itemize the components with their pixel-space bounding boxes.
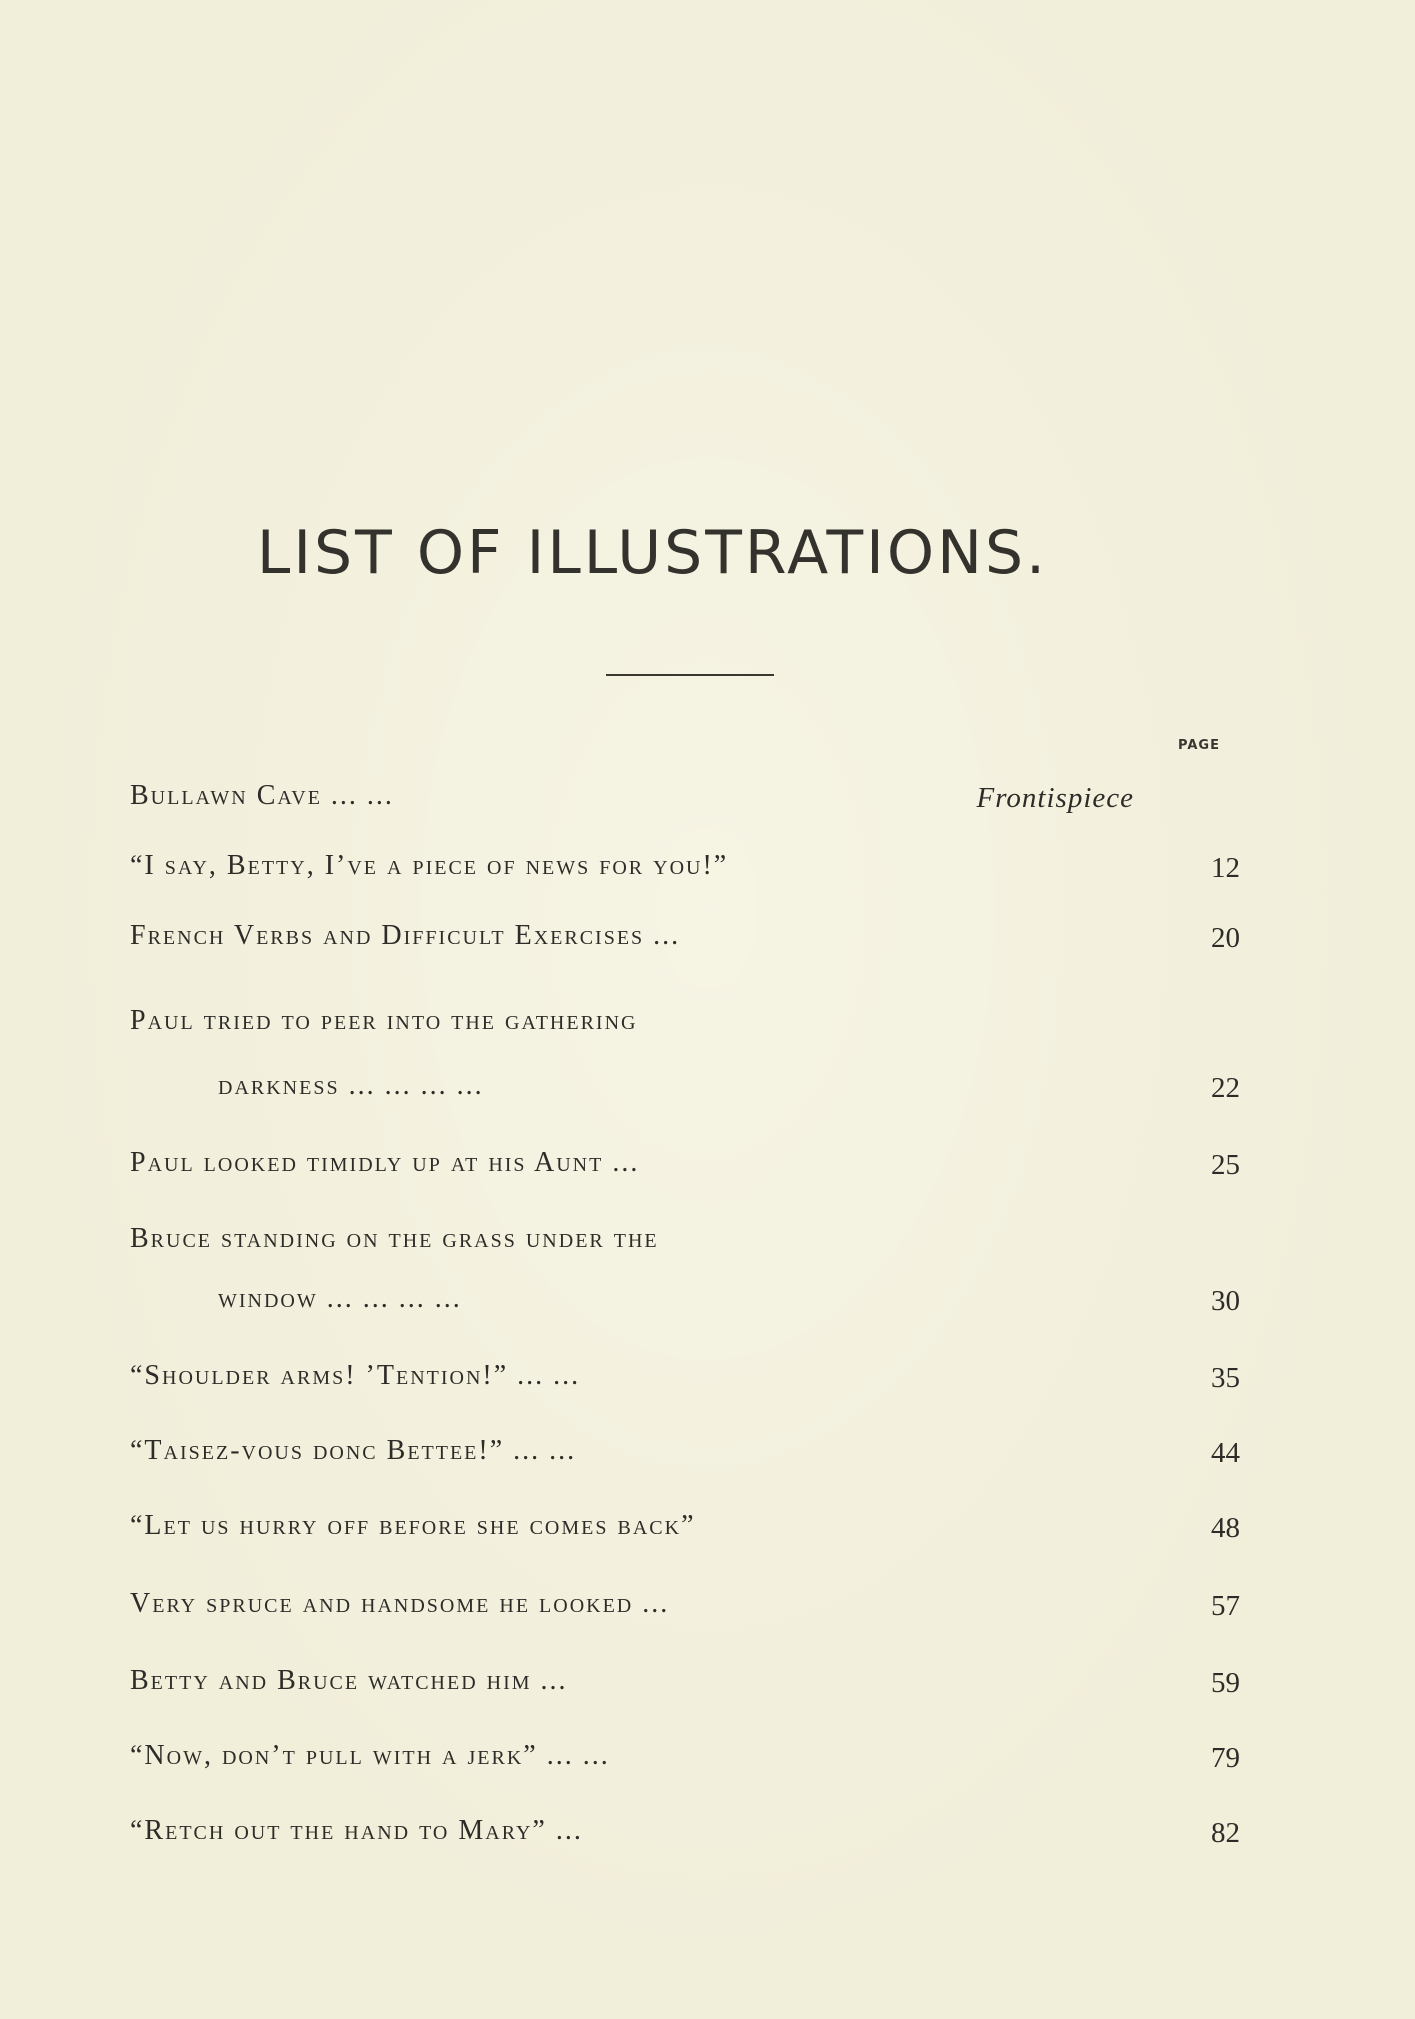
entry-page: 48 [1211, 1512, 1240, 1544]
illustration-entry [130, 1510, 1240, 1570]
illustration-entry [130, 850, 1240, 910]
entry-page: 59 [1211, 1667, 1240, 1699]
entry-title: Bullawn Cave ... ... [130, 780, 394, 811]
illustration-entry [130, 1665, 1240, 1725]
illustration-entry [130, 1223, 1240, 1283]
entry-page: 25 [1211, 1149, 1240, 1181]
illustration-entry-continuation [130, 1070, 1240, 1130]
entry-title: Very spruce and handsome he looked ... [130, 1588, 670, 1619]
entry-page: 22 [1211, 1072, 1240, 1104]
entry-page: Frontispiece [976, 782, 1134, 814]
illustration-entry [130, 780, 1240, 840]
entry-title: Bruce standing on the grass under the [130, 1223, 659, 1254]
illustration-entry [130, 1588, 1240, 1648]
entry-title: Paul looked timidly up at his Aunt ... [130, 1147, 640, 1178]
entry-page: 44 [1211, 1437, 1240, 1469]
illustration-entry [130, 1360, 1240, 1420]
entry-title: window ... ... ... ... [218, 1283, 462, 1314]
illustration-entry [130, 1435, 1240, 1495]
page-title: LIST OF ILLUSTRATIONS. [256, 518, 1049, 588]
entry-page: 20 [1211, 922, 1240, 954]
entry-title: “I say, Betty, I’ve a piece of news for you!” [130, 850, 729, 881]
illustration-entry [130, 1815, 1240, 1875]
entry-title: Paul tried to peer into the gathering [130, 1005, 638, 1036]
entry-title: “Shoulder arms! ’Tention!” ... ... [130, 1360, 581, 1391]
entry-title: French Verbs and Difficult Exercises ... [130, 920, 681, 951]
title-divider [606, 674, 774, 676]
illustration-entry [130, 1147, 1240, 1207]
page-column-label: PAGE [1178, 738, 1220, 753]
entry-title: Betty and Bruce watched him ... [130, 1665, 568, 1696]
entry-title: darkness ... ... ... ... [218, 1070, 484, 1101]
entry-page: 35 [1211, 1362, 1240, 1394]
entry-page: 12 [1211, 852, 1240, 884]
entry-title: “Now, don’t pull with a jerk” ... ... [130, 1740, 610, 1771]
illustration-entry-continuation [130, 1283, 1240, 1343]
entry-title: “Let us hurry off before she comes back” [130, 1510, 696, 1541]
entry-title: “Retch out the hand to Mary” ... [130, 1815, 583, 1846]
illustration-entry [130, 1005, 1240, 1065]
entry-title: “Taisez-vous donc Bettee!” ... ... [130, 1435, 577, 1466]
entry-page: 57 [1211, 1590, 1240, 1622]
illustration-entry [130, 1740, 1240, 1800]
entry-page: 82 [1211, 1817, 1240, 1849]
entry-page: 30 [1211, 1285, 1240, 1317]
entry-page: 79 [1211, 1742, 1240, 1774]
illustration-entry [130, 920, 1240, 980]
